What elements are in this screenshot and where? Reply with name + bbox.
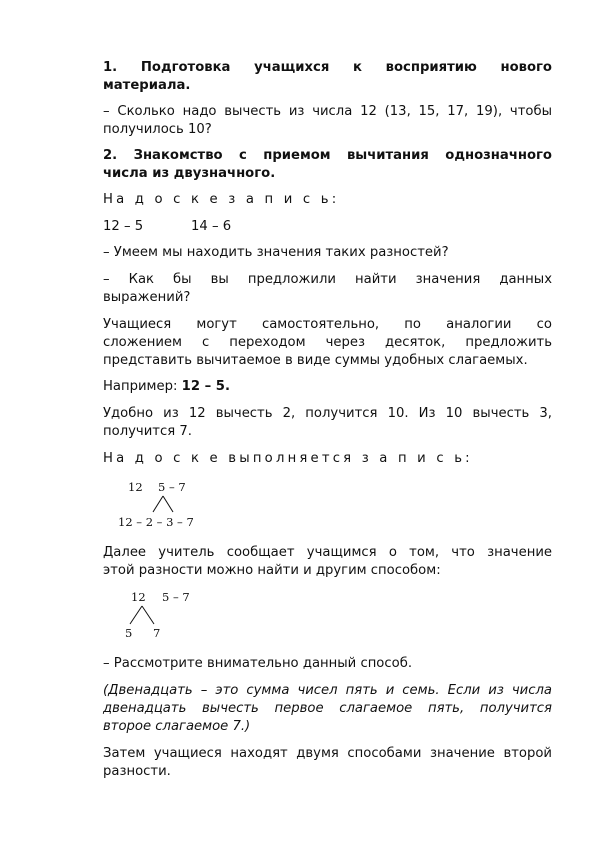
diagram2-leaf-right: 7 xyxy=(153,626,161,640)
expression-1: 12 – 5 xyxy=(103,219,144,234)
question-3: – Рассмотрите внимательно данный способ. xyxy=(103,656,413,671)
paragraph-3-line2: этой разности можно найти и другим способом: xyxy=(103,563,441,578)
italic-note-line3: второе слагаемое 7.) xyxy=(103,719,251,734)
example-expression: 12 – 5. xyxy=(181,379,230,394)
diagram2-top-right: 5 – 7 xyxy=(162,590,190,604)
example-line xyxy=(103,378,552,396)
section2-heading-line1: 2. Знакомство с приемом вычитания однозначного xyxy=(103,148,552,163)
question-2-line1: – Как бы вы предложили найти значения данных xyxy=(103,272,552,287)
board-note: На д о с к е з а п и с ь: xyxy=(103,192,340,207)
paragraph-2-line1: Удобно из 12 вычесть 2, получится 10. Из 10 вычесть 3, xyxy=(103,406,552,421)
expression-2: 14 – 6 xyxy=(191,219,232,234)
section2-heading-line2: числа из двузначного. xyxy=(103,166,276,181)
board-note-2: На д о с к е выполняется з а п и с ь: xyxy=(103,451,473,466)
paragraph-1-line3: представить вычитаемое в виде суммы удобных слагаемых. xyxy=(103,353,528,368)
example-label: Например: xyxy=(103,379,182,394)
diagram2-top-left: 12 xyxy=(131,590,146,604)
section1-heading-line1: 1. Подготовка учащихся к восприятию нового xyxy=(103,60,552,75)
section1-heading-line2: материала. xyxy=(103,78,191,93)
diagram2-branch-lines xyxy=(126,604,158,626)
question-2-line2: выражений? xyxy=(103,290,191,305)
italic-note-line2: двенадцать вычесть первое слагаемое пять, получится xyxy=(103,701,552,716)
diagram1-top-left: 12 xyxy=(128,480,143,494)
paragraph-1-line1: Учащиеся могут самостоятельно, по аналогии со xyxy=(103,317,552,332)
diagram1-branch-lines xyxy=(150,494,176,514)
paragraph-3-line1: Далее учитель сообщает учащимся о том, что значение xyxy=(103,545,552,560)
paragraph-4-line2: разности. xyxy=(103,764,171,779)
paragraph-2-line2: получится 7. xyxy=(103,424,192,439)
paragraph-1-line2: сложением с переходом через десяток, предложить xyxy=(103,335,552,350)
question-1: – Умеем мы находить значения таких разностей? xyxy=(103,245,449,260)
diagram1-bottom: 12 – 2 – 3 – 7 xyxy=(118,515,194,529)
section1-question-line1: – Сколько надо вычесть из числа 12 (13, 15, 17, 19), чтобы xyxy=(103,104,552,119)
diagram1-top-right: 5 – 7 xyxy=(158,480,186,494)
italic-note-line1: (Двенадцать – это сумма чисел пять и семь. Если из числа xyxy=(103,683,552,698)
paragraph-4-line1: Затем учащиеся находят двумя способами значение второй xyxy=(103,746,552,761)
section1-question-line2: получилось 10? xyxy=(103,122,212,137)
diagram2-leaf-left: 5 xyxy=(125,626,133,640)
